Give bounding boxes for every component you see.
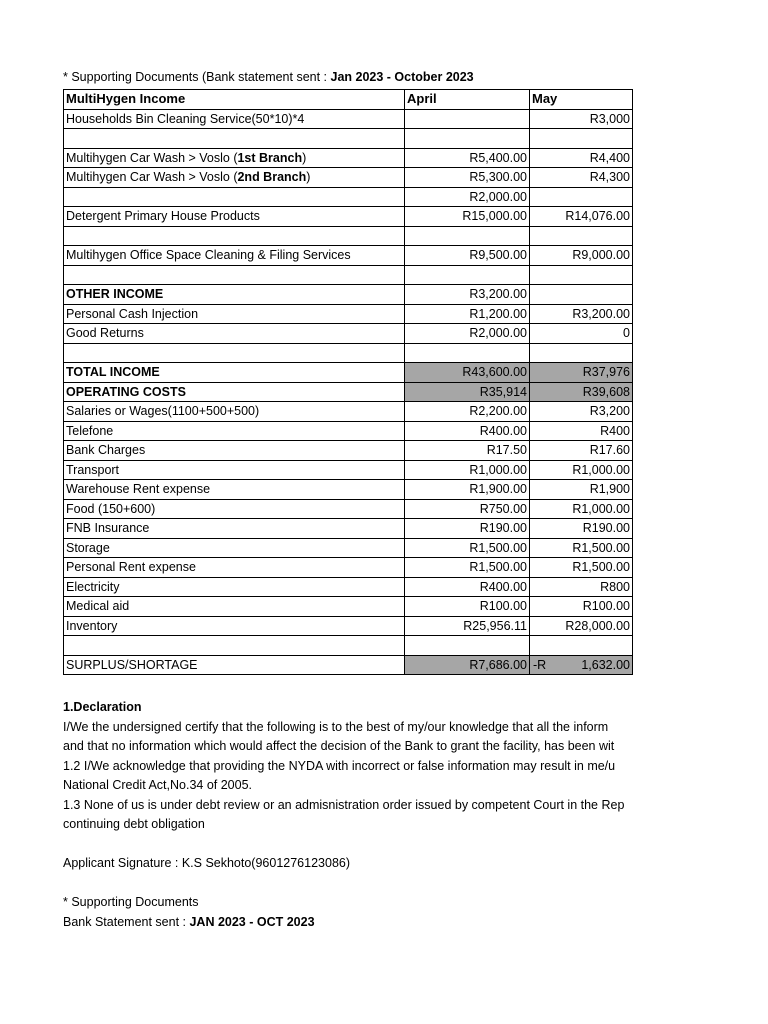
row-label: Inventory: [64, 616, 405, 636]
applicant-signature: Applicant Signature : K.S Sekhoto(9601276123086): [63, 856, 351, 870]
table-row: [64, 402, 633, 422]
table-row: [64, 480, 633, 500]
row-label: TOTAL INCOME: [64, 363, 405, 383]
cell-april: R750.00: [405, 499, 530, 519]
cell-may: 0: [530, 324, 633, 344]
cell-april: [405, 343, 530, 363]
cell-may: [530, 343, 633, 363]
cell-april: R1,000.00: [405, 460, 530, 480]
negative-sign: -R: [533, 657, 547, 672]
row-label-text: Multihygen Car Wash > Voslo (: [66, 170, 238, 185]
cell-april: R5,400.00: [405, 148, 530, 168]
cell-april: R7,686.00: [405, 655, 530, 675]
table-row: [64, 460, 633, 480]
table-header-row: [64, 90, 633, 110]
row-label: [64, 129, 405, 149]
bank-statement-period: JAN 2023 - OCT 2023: [189, 914, 315, 929]
cell-april: R43,600.00: [405, 363, 530, 383]
row-label: [64, 265, 405, 285]
row-label: FNB Insurance: [64, 519, 405, 539]
cell-april: R1,900.00: [405, 480, 530, 500]
cell-april: R17.50: [405, 441, 530, 461]
row-label: Warehouse Rent expense: [64, 480, 405, 500]
row-label-branch: 1st Branch: [237, 150, 303, 165]
table-row: [64, 265, 633, 285]
table-row: [64, 382, 633, 402]
table-row: [64, 226, 633, 246]
table-row: [64, 421, 633, 441]
cell-may: R800: [530, 577, 633, 597]
cell-april: R1,500.00: [405, 538, 530, 558]
cell-may: R400: [530, 421, 633, 441]
cell-may: [530, 129, 633, 149]
cell-may-value: 1,632.00: [581, 657, 630, 672]
table-row: [64, 597, 633, 617]
declaration-line-3: 1.2 I/We acknowledge that providing the NYDA with incorrect or false information may result in me/u: [63, 758, 616, 773]
cell-may: R28,000.00: [530, 616, 633, 636]
bank-statement-prefix: Bank Statement sent :: [63, 914, 190, 929]
cell-april: [405, 129, 530, 149]
cell-may: R4,300: [530, 168, 633, 188]
cell-may: [530, 265, 633, 285]
row-label: Personal Cash Injection: [64, 304, 405, 324]
row-label: Telefone: [64, 421, 405, 441]
row-label-text: Multihygen Car Wash > Voslo (: [66, 150, 238, 165]
row-label: Multihygen Office Space Cleaning & Filing Services: [64, 246, 405, 266]
cell-april: R3,200.00: [405, 285, 530, 305]
row-label: Storage: [64, 538, 405, 558]
table-row: [64, 343, 633, 363]
cell-may: [530, 636, 633, 656]
cell-april: R2,000.00: [405, 187, 530, 207]
row-label: Food (150+600): [64, 499, 405, 519]
table-row: [64, 616, 633, 636]
cell-may: [530, 655, 633, 675]
row-label: Transport: [64, 460, 405, 480]
declaration-line-4: National Credit Act,No.34 of 2005.: [63, 778, 253, 792]
declaration-line-1: I/We the undersigned certify that the following is to the best of my/our knowledge that all the inform: [63, 719, 609, 734]
row-label: Detergent Primary House Products: [64, 207, 405, 227]
cell-may: R14,076.00: [530, 207, 633, 227]
cell-may: [530, 226, 633, 246]
row-label: SURPLUS/SHORTAGE: [64, 655, 405, 675]
supporting-documents-line: * Supporting Documents: [63, 895, 199, 909]
cell-may: R1,000.00: [530, 460, 633, 480]
table-row: [64, 363, 633, 383]
cell-april: R190.00: [405, 519, 530, 539]
row-label: Good Returns: [64, 324, 405, 344]
cell-april: R100.00: [405, 597, 530, 617]
row-label: [64, 168, 405, 188]
supporting-documents-note: [63, 70, 474, 84]
cell-april: [405, 636, 530, 656]
row-label-suffix: ): [306, 170, 311, 185]
cell-may: R9,000.00: [530, 246, 633, 266]
table-row: [64, 148, 633, 168]
declaration-line-2: and that no information which would affect the decision of the Bank to grant the facility, has been wit: [63, 739, 615, 753]
cell-april: R15,000.00: [405, 207, 530, 227]
row-label-branch: 2nd Branch: [237, 170, 307, 185]
cell-april: R5,300.00: [405, 168, 530, 188]
declaration-section: [63, 698, 768, 932]
cell-april: R1,500.00: [405, 558, 530, 578]
table-row: [64, 538, 633, 558]
table-row: [64, 168, 633, 188]
row-label: [64, 187, 405, 207]
row-label: Personal Rent expense: [64, 558, 405, 578]
row-label: [64, 148, 405, 168]
table-row: [64, 519, 633, 539]
cell-may: R1,900: [530, 480, 633, 500]
cell-april: R2,000.00: [405, 324, 530, 344]
cell-may: [530, 285, 633, 305]
row-label: [64, 226, 405, 246]
table-row: [64, 577, 633, 597]
table-row: [64, 129, 633, 149]
bank-statement-line: [63, 913, 768, 933]
table-row: [64, 655, 633, 675]
table-row: [64, 324, 633, 344]
row-label: Salaries or Wages(1100+500+500): [64, 402, 405, 422]
table-title: MultiHygen Income: [64, 90, 405, 110]
cell-april: R35,914: [405, 382, 530, 402]
row-label: [64, 636, 405, 656]
cell-may: R1,500.00: [530, 538, 633, 558]
cell-may: R1,500.00: [530, 558, 633, 578]
row-label: OPERATING COSTS: [64, 382, 405, 402]
cell-april: [405, 226, 530, 246]
declaration-heading: 1.Declaration: [63, 700, 142, 714]
income-table: [63, 89, 633, 675]
row-label: [64, 343, 405, 363]
declaration-line-6: continuing debt obligation: [63, 817, 205, 831]
table-row: [64, 558, 633, 578]
cell-may: R39,608: [530, 382, 633, 402]
cell-may: R1,000.00: [530, 499, 633, 519]
cell-april: R2,200.00: [405, 402, 530, 422]
cell-april: R1,200.00: [405, 304, 530, 324]
row-label: OTHER INCOME: [64, 285, 405, 305]
cell-april: R400.00: [405, 421, 530, 441]
cell-may: R100.00: [530, 597, 633, 617]
table-row: [64, 207, 633, 227]
table-row: [64, 441, 633, 461]
table-row: [64, 499, 633, 519]
cell-may: R3,200.00: [530, 304, 633, 324]
table-row: [64, 285, 633, 305]
cell-may: R3,200: [530, 402, 633, 422]
cell-april: [405, 109, 530, 129]
cell-april: [405, 265, 530, 285]
declaration-line-5: 1.3 None of us is under debt review or an admisnistration order issued by competent Court in the Rep: [63, 797, 625, 812]
cell-may: R17.60: [530, 441, 633, 461]
row-label: Bank Charges: [64, 441, 405, 461]
table-row: [64, 246, 633, 266]
supporting-documents-period: Jan 2023 - October 2023: [330, 70, 474, 84]
row-label: Electricity: [64, 577, 405, 597]
row-label: Medical aid: [64, 597, 405, 617]
table-row: [64, 109, 633, 129]
cell-may: R4,400: [530, 148, 633, 168]
table-row: [64, 187, 633, 207]
column-header-may: May: [530, 90, 633, 110]
cell-april: R400.00: [405, 577, 530, 597]
cell-april: R25,956.11: [405, 616, 530, 636]
table-row: [64, 636, 633, 656]
cell-may: [530, 187, 633, 207]
row-label: Households Bin Cleaning Service(50*10)*4: [64, 109, 405, 129]
column-header-april: April: [405, 90, 530, 110]
cell-april: R9,500.00: [405, 246, 530, 266]
cell-may: R37,976: [530, 363, 633, 383]
cell-may: R190.00: [530, 519, 633, 539]
table-row: [64, 304, 633, 324]
row-label-suffix: ): [302, 150, 307, 165]
supporting-documents-prefix: * Supporting Documents (Bank statement sent :: [63, 70, 331, 84]
cell-may: R3,000: [530, 109, 633, 129]
